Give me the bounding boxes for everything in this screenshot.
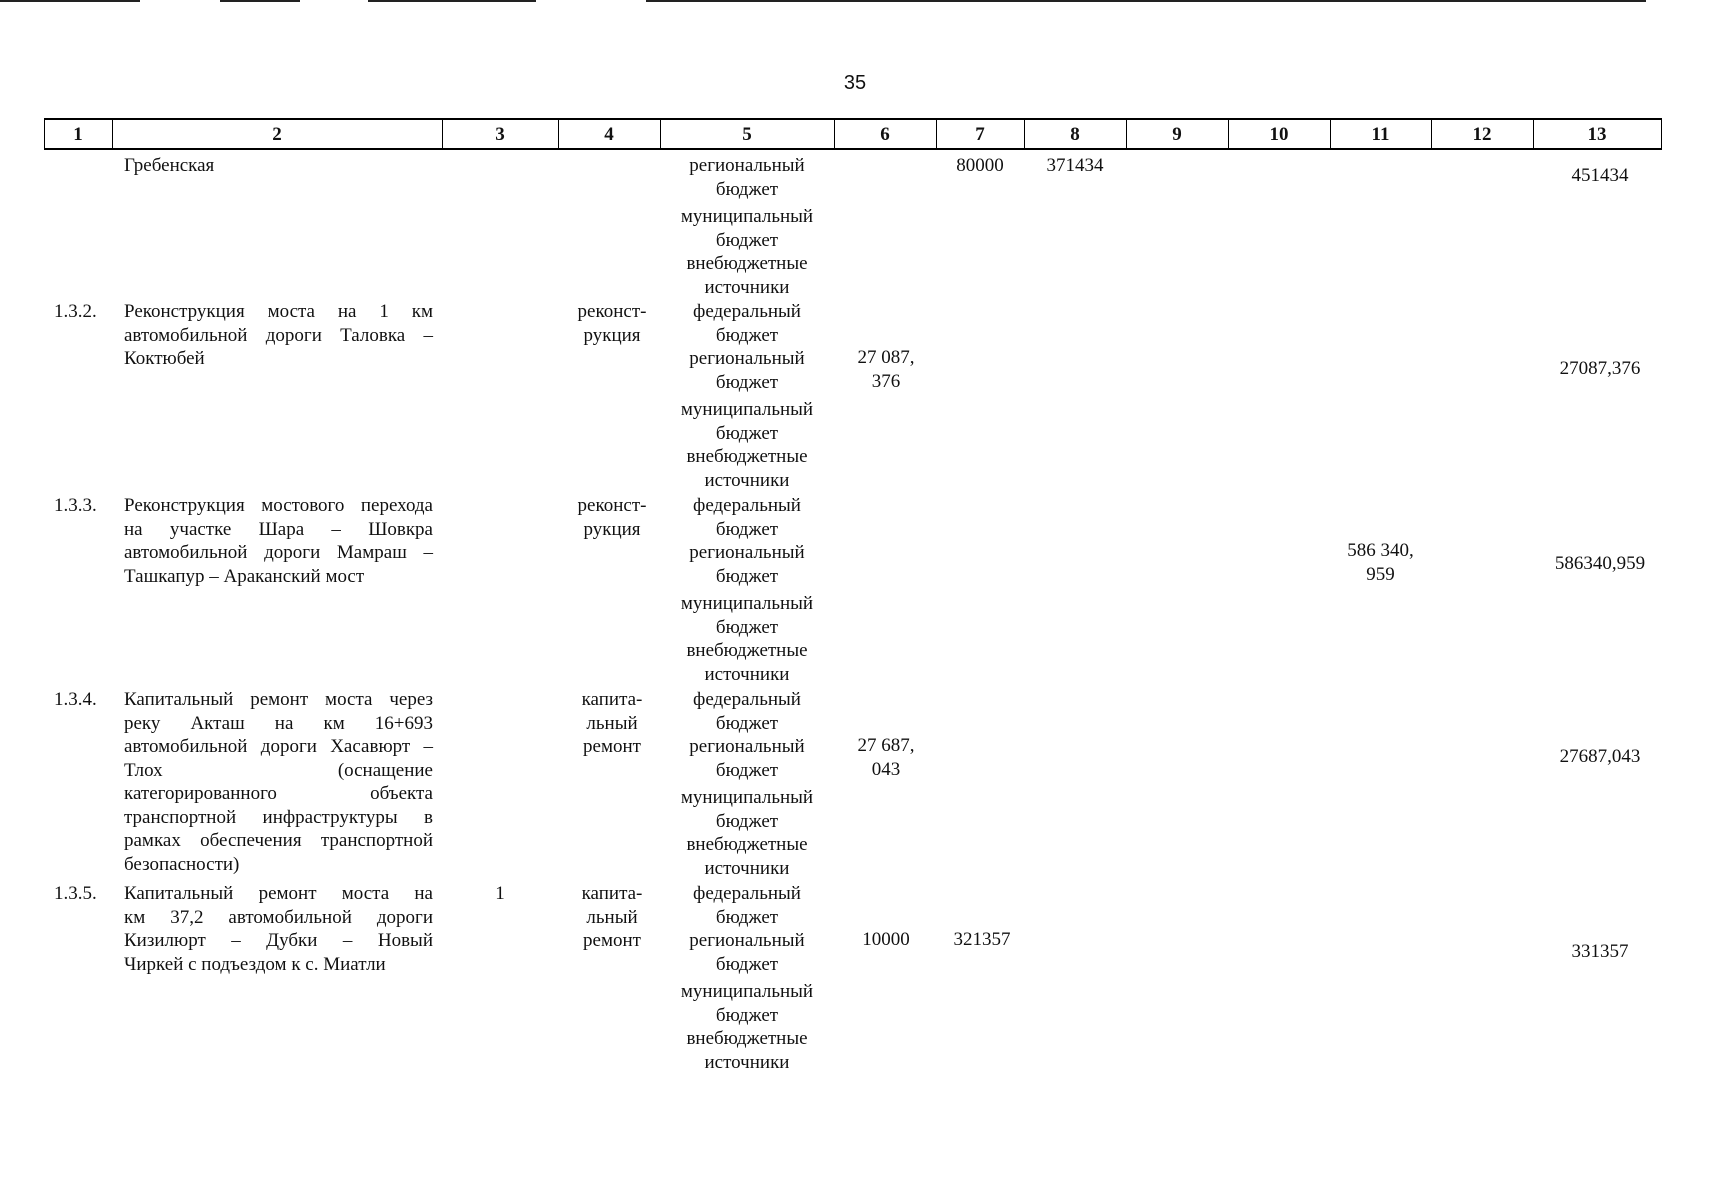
row-name-line: Реконструкция моста на 1 км [124, 301, 433, 322]
row-name-line: Капитальный ремонт моста через [124, 689, 433, 710]
row-name-line: автомобильной дороги Таловка – [124, 324, 433, 346]
source-line: бюджет [715, 616, 779, 638]
source-line: бюджет [715, 810, 779, 832]
header-col-3: 3 [495, 124, 505, 145]
source-line: бюджет [715, 1004, 779, 1026]
header-col-6: 6 [880, 124, 890, 145]
source-line: региональный [689, 155, 805, 176]
header-col-5: 5 [742, 124, 752, 145]
source-line: бюджет [715, 759, 779, 781]
header-bottom-rule [44, 148, 1662, 150]
work-type [558, 688, 666, 759]
col6-value: 27 087, 376 [857, 347, 915, 392]
row-name-line: рамках обеспечения транспортной [124, 830, 433, 851]
row-name-line: Капитальный ремонт моста на [124, 883, 433, 904]
row-name [124, 300, 433, 371]
source-line: источники [704, 1051, 790, 1073]
row-id: 1.3.3. [54, 495, 97, 516]
source-line: муниципальный [680, 206, 814, 227]
work-type-line: реконст- [577, 495, 647, 516]
page-number: 35 [843, 72, 867, 94]
source-line: муниципальный [680, 981, 814, 1002]
source-line: источники [704, 663, 790, 685]
source-line: бюджет [715, 324, 779, 346]
col6-value: 10000 [862, 929, 910, 950]
source-line: внебюджетные [686, 253, 808, 274]
work-type-line: ремонт [583, 930, 641, 951]
col-divider [1661, 118, 1662, 150]
row-name-line: Тлох (оснащение [124, 759, 433, 781]
header-col-1: 1 [73, 124, 83, 145]
row-name-line: на участке Шара – Шовкра [124, 518, 433, 540]
row-id: 1.3.2. [54, 301, 97, 322]
col7-value: 321357 [953, 929, 1011, 950]
work-type [558, 494, 666, 541]
total-value: 451434 [1571, 165, 1629, 186]
row-name-line: транспортной инфраструктуры в [124, 806, 433, 828]
source-line: источники [704, 469, 790, 491]
source-line: федеральный [693, 689, 801, 710]
total-value: 586340,959 [1554, 553, 1646, 574]
source-line: региональный [689, 736, 805, 757]
source-line: региональный [689, 930, 805, 951]
source-line: бюджет [715, 906, 779, 928]
source-line: региональный [689, 542, 805, 563]
row-id: 1.3.5. [54, 883, 97, 904]
work-type-line: реконст- [577, 301, 647, 322]
work-type-line: ремонт [583, 736, 641, 757]
row-name-line: Чиркей с подъездом к с. Миатли [124, 953, 386, 975]
header-col-7: 7 [975, 124, 985, 145]
header-col-10: 10 [1269, 124, 1289, 145]
funding-sources [662, 882, 832, 1074]
funding-sources [662, 154, 832, 299]
work-type-line: капита- [581, 689, 643, 710]
col11-value: 586 340, 959 [1347, 540, 1414, 585]
source-line: федеральный [693, 301, 801, 322]
source-line: муниципальный [680, 787, 814, 808]
row-name [124, 154, 433, 178]
source-line: муниципальный [680, 399, 814, 420]
header-col-4: 4 [604, 124, 614, 145]
source-line: бюджет [715, 422, 779, 444]
header-col-2: 2 [272, 124, 282, 145]
row-name-line: реку Акташ на км 16+693 [124, 712, 433, 734]
work-type [558, 300, 666, 347]
col6-value: 27 687, 043 [857, 735, 915, 780]
col7-value: 80000 [956, 155, 1004, 176]
source-line: внебюджетные [686, 1028, 808, 1049]
source-line: бюджет [715, 178, 779, 200]
source-line: внебюджетные [686, 446, 808, 467]
header-col-12: 12 [1472, 124, 1492, 145]
source-line: региональный [689, 348, 805, 369]
row-name-line: Кизилюрт – Дубки – Новый [124, 930, 433, 951]
row-name-line: безопасности) [124, 853, 240, 875]
row-name [124, 494, 433, 588]
source-line: бюджет [715, 371, 779, 393]
scan-edge-mark [368, 0, 536, 2]
scan-edge-mark [220, 0, 300, 2]
header-col-8: 8 [1070, 124, 1080, 145]
row-name-line: автомобильной дороги Хасавюрт – [124, 736, 433, 757]
row-name-line: км 37,2 автомобильной дороги [124, 906, 433, 928]
total-value: 331357 [1571, 941, 1629, 962]
work-type-line: рукция [583, 518, 641, 540]
source-line: федеральный [693, 495, 801, 516]
header-col-9: 9 [1172, 124, 1182, 145]
row-name-line: Ташкапур – Араканский мост [124, 565, 365, 587]
funding-sources [662, 300, 832, 492]
total-value: 27087,376 [1559, 358, 1641, 379]
work-type-line: льный [586, 906, 638, 928]
col8-value: 371434 [1046, 155, 1104, 176]
source-line: муниципальный [680, 593, 814, 614]
source-line: источники [704, 276, 790, 298]
work-type-line: рукция [583, 324, 641, 346]
source-line: бюджет [715, 712, 779, 734]
source-line: федеральный [693, 883, 801, 904]
work-type-line: капита- [581, 883, 643, 904]
work-type [558, 882, 666, 953]
row-name-line: Коктюбей [124, 348, 205, 369]
source-line: внебюджетные [686, 640, 808, 661]
row-name-line: автомобильной дороги Мамраш – [124, 542, 433, 563]
row-name [124, 688, 433, 876]
source-line: бюджет [715, 229, 779, 251]
scan-edge-mark [646, 0, 1646, 2]
header-col-11: 11 [1371, 124, 1390, 145]
source-line: бюджет [715, 518, 779, 540]
row-name-line: категорированного объекта [124, 783, 433, 804]
row-name [124, 882, 433, 976]
row-id: 1.3.4. [54, 689, 97, 710]
source-line: источники [704, 857, 790, 879]
source-line: бюджет [715, 953, 779, 975]
scan-edge-mark [0, 0, 140, 2]
header-col-13: 13 [1587, 124, 1607, 145]
total-value: 27687,043 [1559, 746, 1641, 767]
row-name-line: Реконструкция мостового перехода [124, 495, 433, 516]
header-top-rule [44, 118, 1662, 120]
funding-sources [662, 494, 832, 686]
col3-value: 1 [495, 883, 505, 904]
source-line: внебюджетные [686, 834, 808, 855]
row-name-line: Гребенская [124, 155, 215, 176]
source-line: бюджет [715, 565, 779, 587]
funding-sources [662, 688, 832, 880]
work-type-line: льный [586, 712, 638, 734]
